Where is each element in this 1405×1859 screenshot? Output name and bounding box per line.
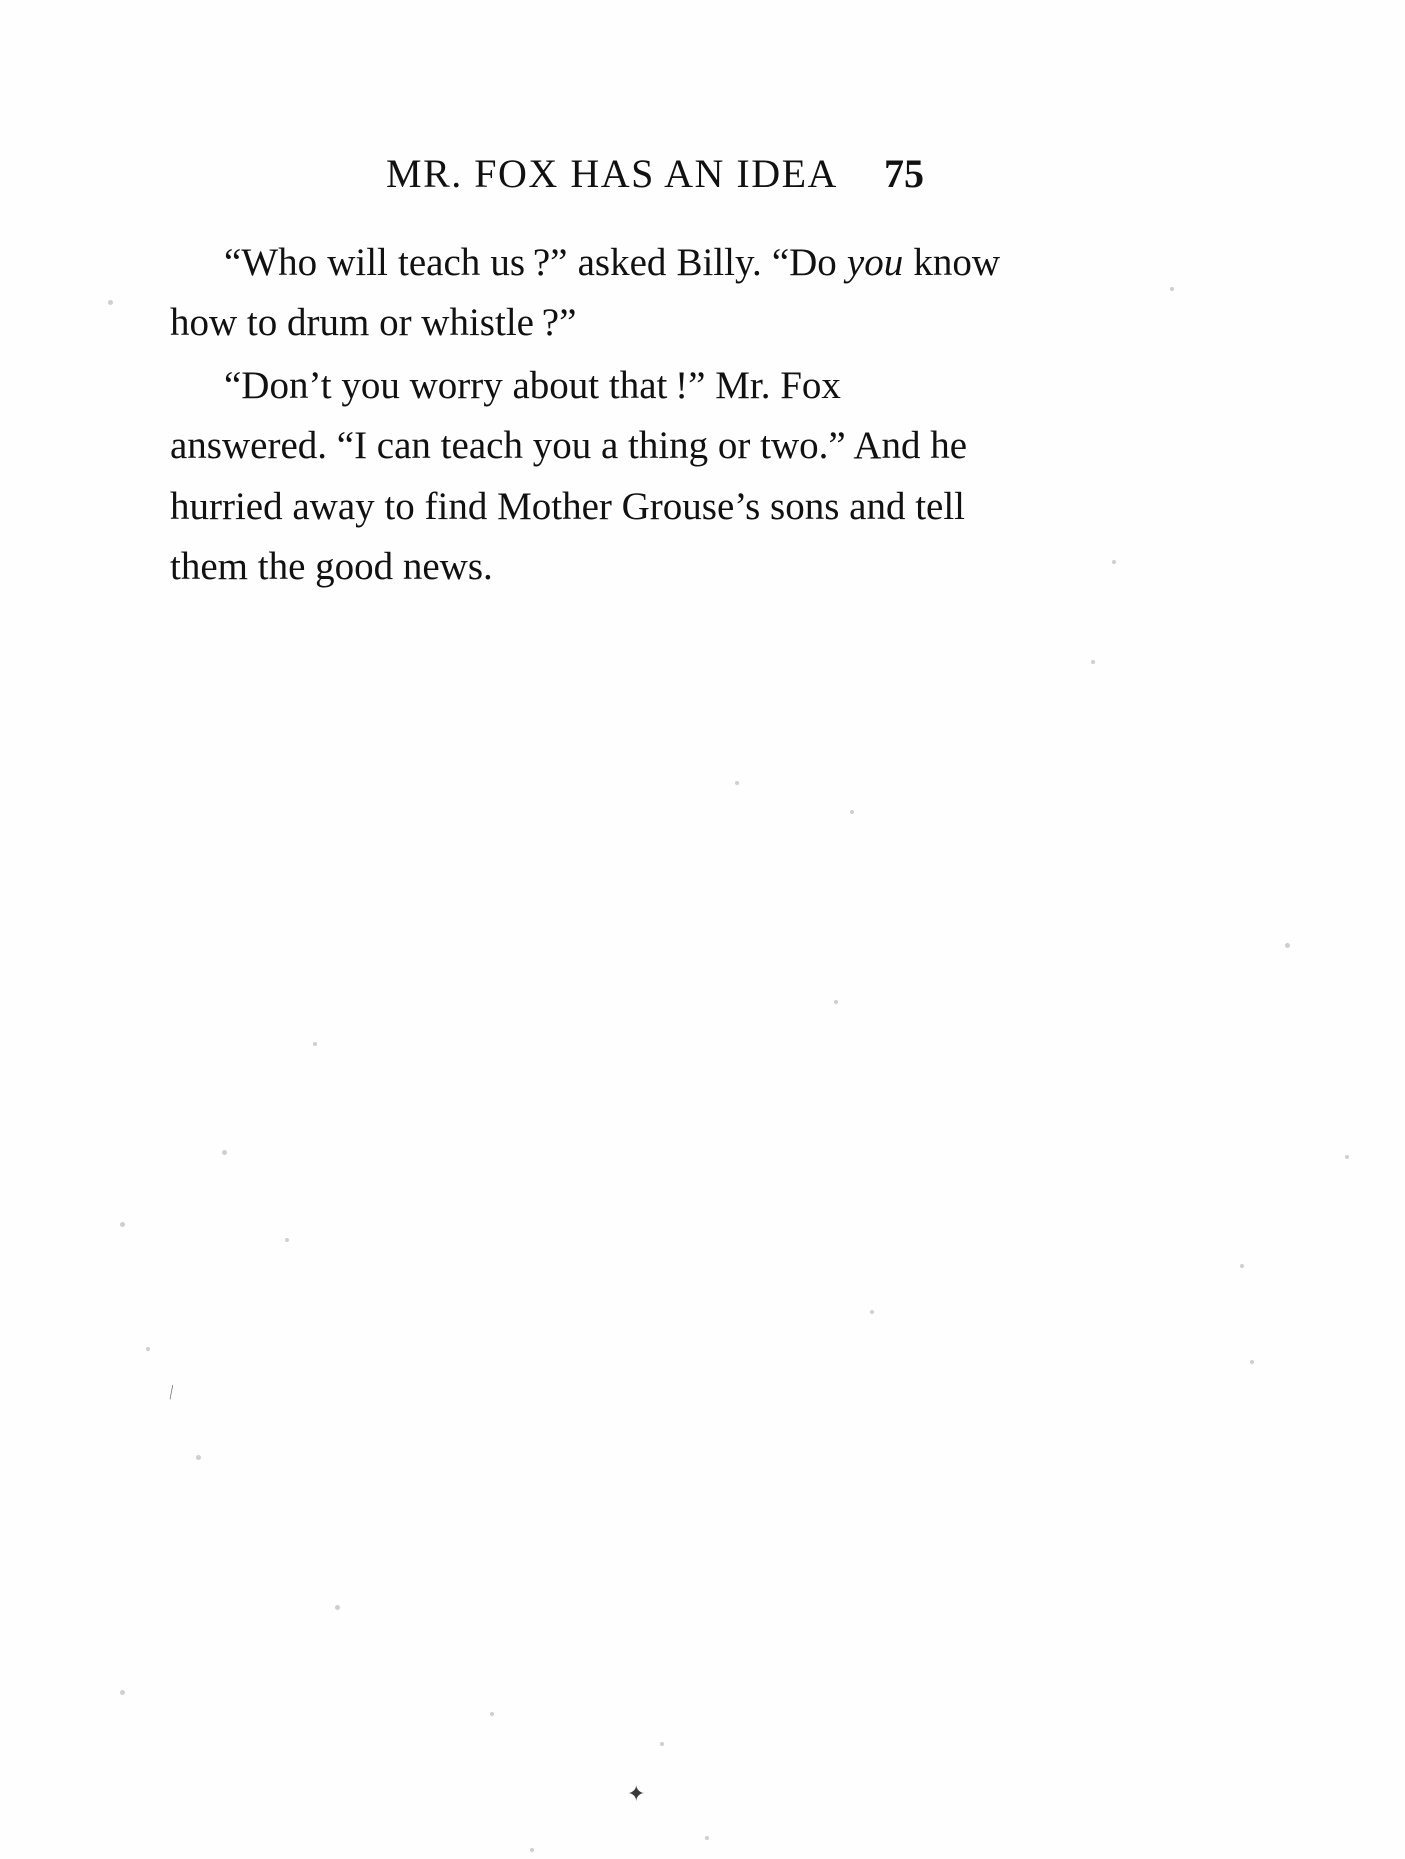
- text-run: “Don’t you worry about that !” Mr. Fox answered. “I can teach you a thing or two.” And he hurried away to find Mother Grouse’s sons and tell them the good news.: [170, 363, 968, 589]
- scan-speck: [120, 1222, 125, 1227]
- text-run: know how to drum or whistle ?”: [170, 241, 1001, 345]
- scan-speck: [530, 1848, 534, 1852]
- scan-speck: [705, 1836, 709, 1840]
- scan-speck: [1345, 1155, 1349, 1159]
- scan-speck: [222, 1150, 227, 1155]
- text-run: “Who will teach us ?” asked Billy. “Do: [224, 241, 847, 284]
- paragraph: [170, 233, 1000, 354]
- scan-speck: [735, 781, 739, 785]
- scan-speck: [490, 1712, 494, 1716]
- scan-speck: [146, 1347, 150, 1351]
- body-text: [170, 233, 1000, 598]
- page-content: [170, 150, 1130, 600]
- scan-speck: [120, 1690, 125, 1695]
- scan-speck: [285, 1238, 289, 1242]
- scan-speck: [834, 1000, 838, 1004]
- scan-speck: [870, 1310, 874, 1314]
- chapter-title: MR. FOX HAS AN IDEA: [386, 151, 838, 196]
- scan-speck: [660, 1742, 664, 1746]
- bottom-mark: ✦: [627, 1781, 646, 1806]
- scan-speck: [196, 1455, 201, 1460]
- scan-speck: [108, 300, 113, 305]
- scan-speck: [313, 1042, 317, 1046]
- scan-speck: [1091, 660, 1095, 664]
- scan-speck: [1170, 287, 1174, 291]
- scan-speck: [1285, 943, 1290, 948]
- running-head: [180, 150, 1130, 197]
- scan-speck: [850, 810, 854, 814]
- text-run-italic: you: [846, 241, 904, 284]
- paragraph: [170, 356, 1000, 598]
- scan-speck: [1250, 1360, 1254, 1364]
- margin-mark: ∕: [165, 1382, 177, 1402]
- scan-speck: [1240, 1264, 1244, 1268]
- scan-speck: [335, 1605, 340, 1610]
- page-number: 75: [883, 151, 924, 196]
